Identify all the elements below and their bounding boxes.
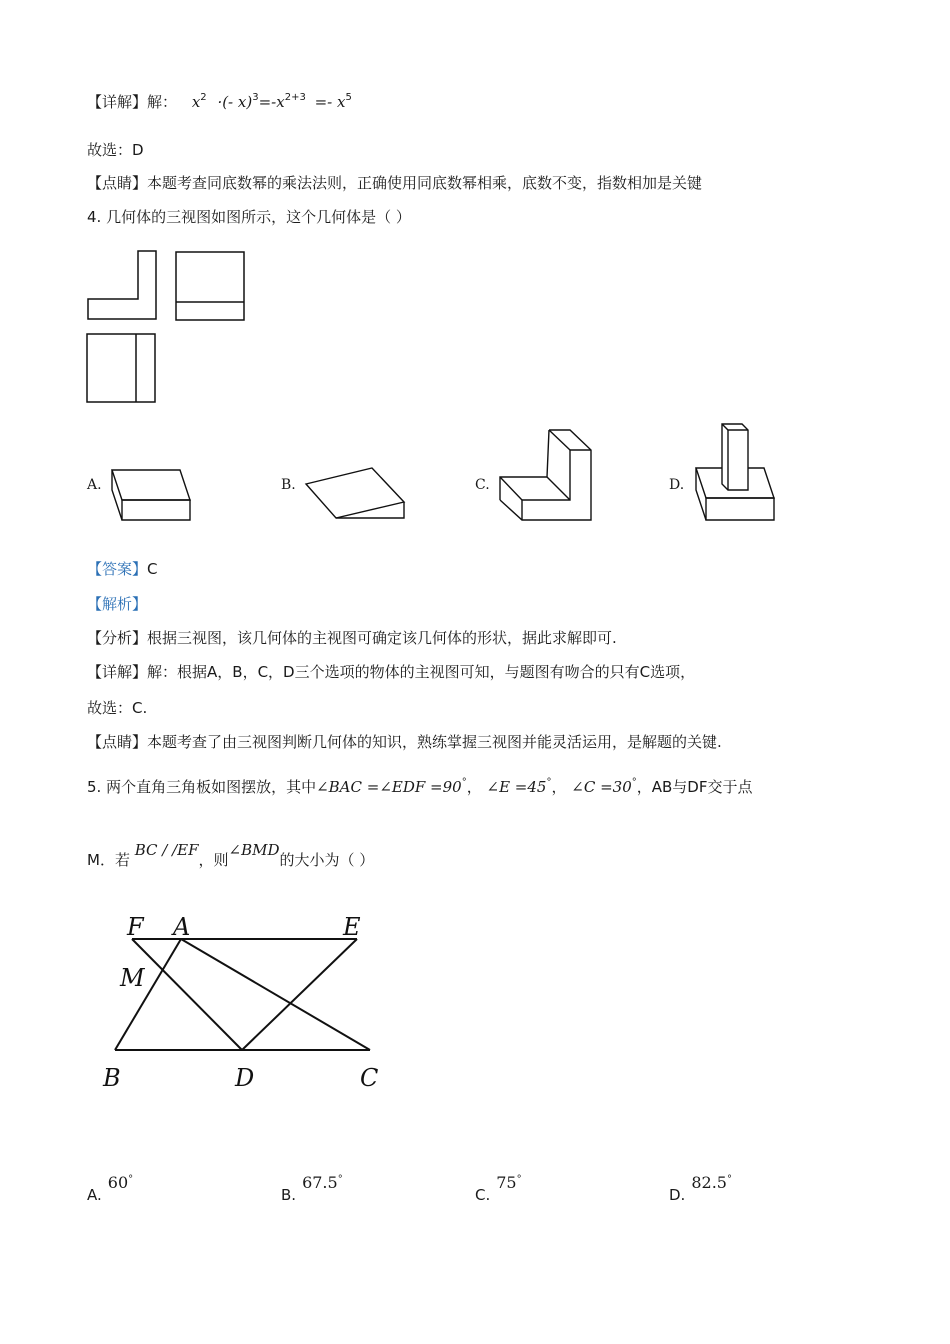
q4-option-a-label: A. [87,477,102,493]
angle-bac-edf: ∠BAC =∠EDF =90 [316,778,462,796]
choice-label: B. [281,1186,297,1204]
q3-comment-line [87,173,702,193]
label-d: D [235,1064,255,1092]
math-term-3: =-x [258,93,285,111]
answer-tag: 【答案】 [87,560,148,578]
degree-sign: ° [128,1174,134,1185]
detail-text: 解：根据A，B，C，D三个选项的物体的主视图可知，与题图有吻合的只有C选项， [147,663,696,681]
q5-choice-c [475,1173,522,1204]
answer-value: C [147,560,158,578]
q4-option-d-label: D. [669,477,685,493]
triangles-figure [95,905,395,1100]
label-a: A [173,913,191,941]
label-f: F [127,913,144,941]
q3-choose: 故选：D [87,141,144,159]
q4-comment-line [87,732,722,752]
degree-sign: ° [461,777,467,788]
label-e: E [343,913,361,941]
q5-line2-a: M．若 [87,851,130,869]
option-b-wedge-icon [302,462,412,527]
option-a-solid-icon [108,462,198,527]
q4-detail-line [87,662,695,682]
q5-choice-a [87,1173,134,1204]
detail-tag: 【详解】 [87,93,148,111]
math-exp-4: 5 [345,92,352,103]
degree-sign: ° [337,1174,343,1185]
q3-detail-line [87,92,352,115]
angle-e: ∠E =45 [486,778,547,796]
math-term-1: x [191,93,201,111]
label-b: B [103,1064,121,1092]
three-views-figure [80,245,260,410]
angle-bmd: ∠BMD [228,841,280,859]
q4-analysis-line [87,628,617,648]
comment-text: 本题考查同底数幂的乘法法则，正确使用同底数幂相乘，底数不变，指数相加是关键 [147,174,703,192]
option-c-l-solid-icon [496,425,601,527]
analysis-subtag: 【分析】 [87,629,148,647]
degree-sign: ° [631,777,637,788]
math-exp-2: 3 [252,92,259,103]
parallel-bc-ef: BC / /EF [134,841,199,859]
q5-choice-d [669,1173,732,1204]
q5-stem-b: ，AB与DF交于点 [636,778,753,796]
choice-value: 75 [496,1173,517,1192]
sep-1: ， [466,778,482,796]
q4-option-b-label: B. [281,477,296,493]
comment-tag: 【点睛】 [87,733,148,751]
comment-tag: 【点睛】 [87,174,148,192]
choice-value: 82.5 [691,1173,727,1192]
degree-sign: ° [546,777,552,788]
front-view-l-shape [88,251,156,319]
choice-label: D. [669,1186,686,1204]
analysis-tag: 【解析】 [87,595,148,613]
top-view-square [87,334,155,402]
q5-line2-c: 的大小为（ ） [279,851,375,869]
option-d-pillar-solid-icon [690,418,780,526]
angle-c: ∠C =30 [571,778,632,796]
q4-option-c-label: C. [475,477,490,493]
comment-text: 本题考查了由三视图判断几何体的知识，熟练掌握三视图并能灵活运用，是解题的关键. [147,733,722,751]
segment-ac [181,939,370,1050]
analysis-text: 根据三视图，该几何体的主视图可确定该几何体的形状，据此求解即可. [147,629,617,647]
q4-choose: 故选：C. [87,699,148,717]
choice-label: C. [475,1186,491,1204]
detail-lead: 解： [147,93,178,111]
degree-sign: ° [726,1174,732,1185]
q4-stem: 4. 几何体的三视图如图所示，这个几何体是（ ） [87,208,411,226]
q5-line2-b: ，则 [198,851,229,869]
degree-sign: ° [516,1174,522,1185]
sep-2: ， [551,778,567,796]
q5-choice-b [281,1173,343,1204]
math-term-4: =- x [314,93,346,111]
side-view-square [176,252,244,320]
q5-stem-line2 [87,841,375,870]
label-c: C [360,1064,379,1092]
choice-label: A. [87,1186,102,1204]
math-exp-1: 2 [200,92,207,103]
q5-stem-a: 5. 两个直角三角板如图摆放，其中 [87,778,317,796]
q5-stem-line1 [87,777,752,800]
label-m: M [120,964,145,992]
math-exp-3: 2+3 [284,92,306,103]
choice-value: 67.5 [302,1173,338,1192]
q4-answer-line [87,559,158,579]
detail-tag: 【详解】 [87,663,148,681]
choice-value: 60 [107,1173,129,1192]
math-term-2: ·(- x) [217,93,253,111]
